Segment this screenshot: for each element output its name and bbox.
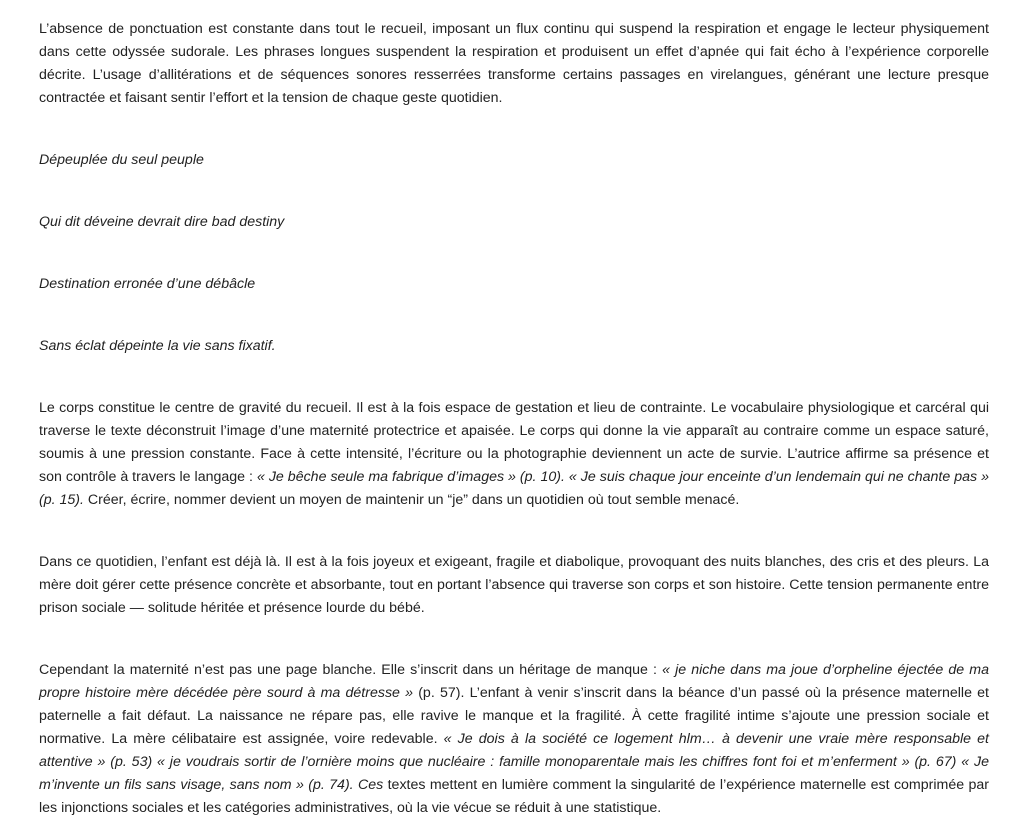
heritage-quote-2: « Je dois à la société ce logement hlm… à devenir une vraie mère responsable et attentive » (p. 53) « je voudrais sortir de l’ornière moins que nucléaire : famille monoparentale mais les chiffres font foi et m’enferment » (p. 67) « Je m’invente un fils sans visage, sans nom » (p. 74). Ces <box>39 731 989 793</box>
verse-line-2: Qui dit déveine devrait dire bad destiny <box>39 214 285 230</box>
heritage-text-3: textes mettent en lumière comment la singularité de l’expérience maternelle est comprimée par les injonctions sociales et les catégories administratives, où la vie vécue se réduit à une statistique. <box>39 777 989 816</box>
heritage-text-2: (p. 57). L’enfant à venir s’inscrit dans la béance d’un passé où la présence maternelle et paternelle a fait défaut. La naissance ne répare pas, elle ravive le manque et la fragilité. À cette fragilité intime s’ajoute une pression sociale et normative. La mère célibataire est assignée, voire redevable. <box>39 685 989 747</box>
body-text-1: Le corps constitue le centre de gravité du recueil. Il est à la fois espace de gestation et lieu de contrainte. Le vocabulaire physiologique et carcéral qui traverse le texte déconstruit l’image d’une maternité protectrice et apaisée. Le corps qui donne la vie apparaît au contraire comme un espace saturé, soumis à une pression constante. Face à cette intensité, l’écriture ou la photographie deviennent un acte de survie. L’autrice affirme sa présence et son contrôle à travers le langage : <box>39 400 989 485</box>
article-body <box>39 18 989 820</box>
paragraph-body <box>39 397 989 512</box>
heritage-text-1: Cependant la maternité n’est pas une page blanche. Elle s’inscrit dans un héritage de manque : <box>39 662 663 678</box>
paragraph-heritage <box>39 659 989 820</box>
paragraph-child: Dans ce quotidien, l’enfant est déjà là. Il est à la fois joyeux et exigeant, fragile et diabolique, provoquant des nuits blanches, des cris et des pleurs. La mère doit gérer cette présence concrète et absorbante, tout en portant l’absence qui traverse son corps et son histoire. Cette tension permanente entre prison sociale — solitude héritée et présence lourde du bébé. <box>39 554 989 616</box>
heritage-quote-1: « je niche dans ma joue d’orpheline éjectée de ma propre histoire mère décédée père sourd à ma détresse » <box>39 662 989 701</box>
paragraph-punctuation: L’absence de ponctuation est constante dans tout le recueil, imposant un flux continu qui suspend la respiration et engage le lecteur physiquement dans cette odyssée sudorale. Les phrases longues suspendent la respiration et produisent un effet d’apnée qui fait écho à l’expérience corporelle décrite. L’usage d’allitérations et de séquences sonores resserrées transforme certains passages en virelangues, générant une lecture presque contractée et faisant sentir l’effort et la tension de chaque geste quotidien. <box>39 21 989 106</box>
verse-line-4: Sans éclat dépeinte la vie sans fixatif. <box>39 338 276 354</box>
body-text-2: Créer, écrire, nommer devient un moyen de maintenir un “je” dans un quotidien où tout semble menacé. <box>83 492 740 508</box>
verse-line-1: Dépeuplée du seul peuple <box>39 152 204 168</box>
body-quote-1: « Je bêche seule ma fabrique d’images » (p. 10). « Je suis chaque jour enceinte d’un lendemain qui ne chante pas » (p. 15). <box>39 469 989 508</box>
verse-line-3: Destination erronée d’une débâcle <box>39 276 256 292</box>
